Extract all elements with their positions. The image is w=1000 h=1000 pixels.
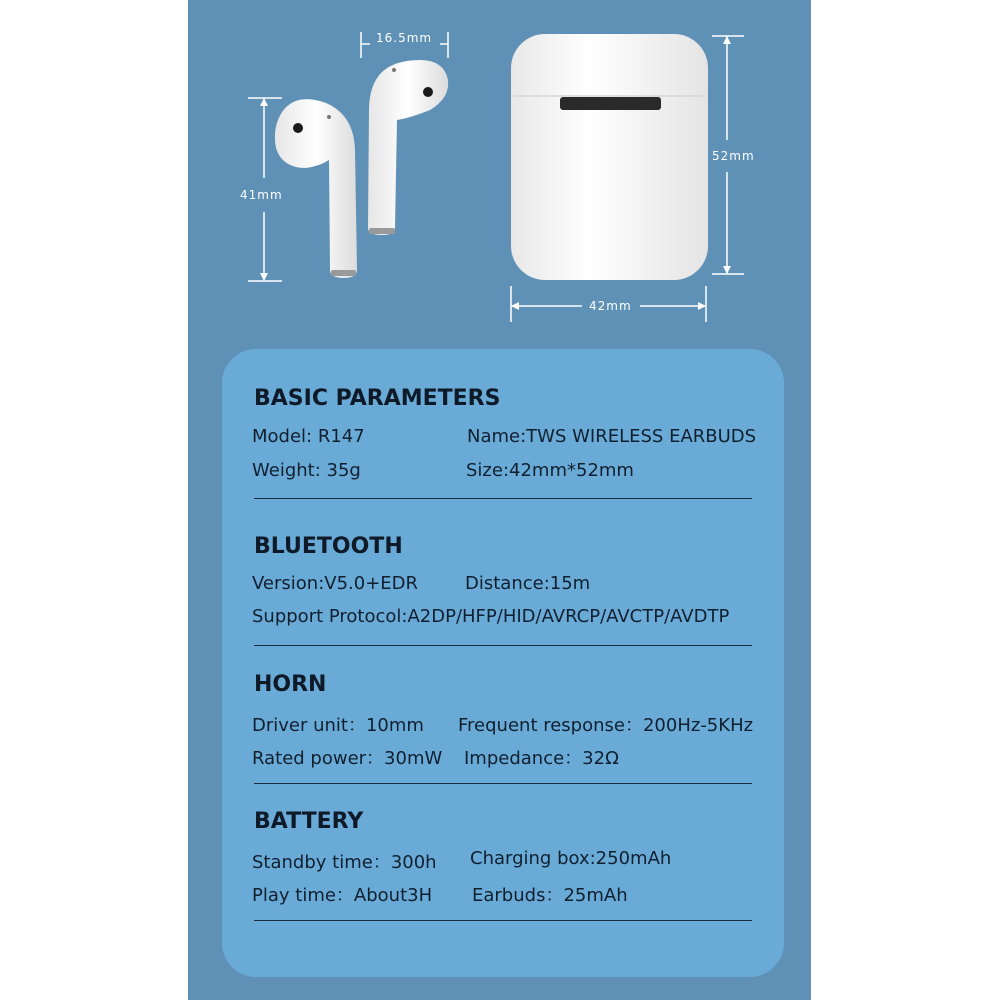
spec-earbuds-battery: Earbuds：25mAh xyxy=(472,885,628,906)
section-divider xyxy=(254,498,752,499)
earbud-width-label: 16.5mm xyxy=(376,31,433,45)
section-divider xyxy=(254,783,752,784)
spec-play-time: Play time：About3H xyxy=(252,885,433,906)
spec-rated-power: Rated power：30mW xyxy=(252,748,443,769)
spec-distance: Distance:15m xyxy=(465,573,591,594)
right-earbud-image xyxy=(368,60,448,235)
spec-model: Model: R147 xyxy=(252,426,365,447)
spec-name: Name:TWS WIRELESS EARBUDS xyxy=(467,426,757,447)
product-illustration xyxy=(0,0,1000,345)
spec-frequency-response: Frequent response：200Hz-5KHz xyxy=(458,715,754,736)
spec-weight: Weight: 35g xyxy=(252,460,361,481)
section-title-horn: HORN xyxy=(254,672,327,697)
spec-driver-unit: Driver unit：10mm xyxy=(252,715,424,736)
section-title-basic-parameters: BASIC PARAMETERS xyxy=(254,386,501,411)
spec-size: Size:42mm*52mm xyxy=(466,460,634,481)
spec-impedance: Impedance：32Ω xyxy=(464,748,619,769)
case-width-label: 42mm xyxy=(589,299,632,313)
case-height-label: 52mm xyxy=(712,149,755,163)
spec-protocol: Support Protocol:A2DP/HFP/HID/AVRCP/AVCTP/AVDTP xyxy=(252,606,730,627)
spec-charging-box: Charging box:250mAh xyxy=(470,848,672,869)
section-divider xyxy=(254,645,752,646)
spec-version: Version:V5.0+EDR xyxy=(252,573,419,594)
section-title-bluetooth: BLUETOOTH xyxy=(254,534,403,559)
section-title-battery: BATTERY xyxy=(254,809,364,834)
charging-case-image xyxy=(511,34,708,280)
earbud-height-label: 41mm xyxy=(240,188,283,202)
left-earbud-image xyxy=(275,99,357,278)
section-divider xyxy=(254,920,752,921)
spec-standby-time: Standby time：300h xyxy=(252,852,437,873)
